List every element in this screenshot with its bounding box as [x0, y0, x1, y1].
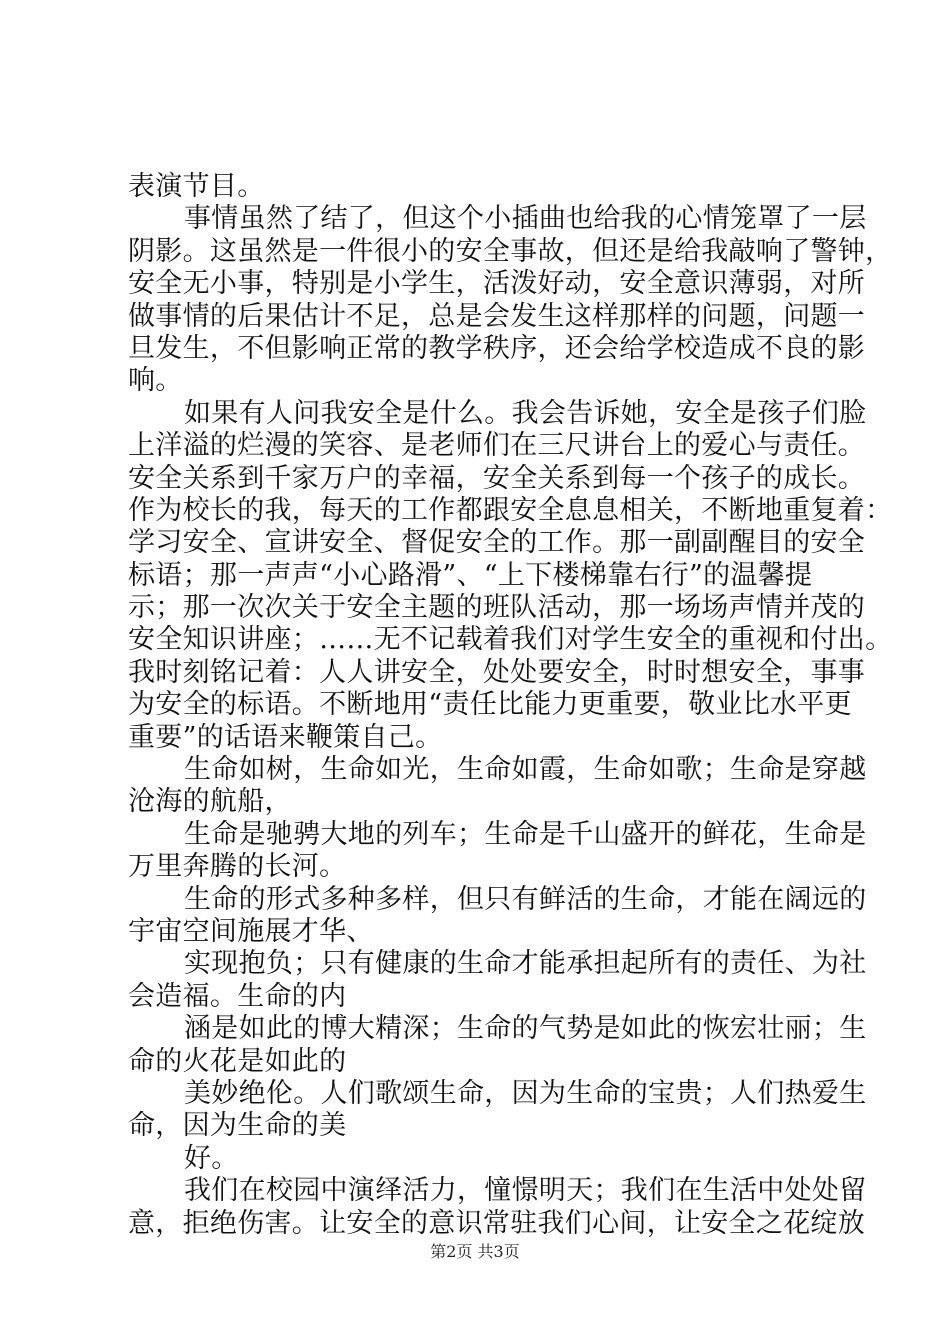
text-line: 命，因为生命的美: [128, 1110, 347, 1142]
text-line: 做事情的后果估计不足，总是会发生这样那样的问题，问题一: [128, 300, 866, 332]
text-line: 安全关系到千家万户的幸福，安全关系到每一个孩子的成长。: [128, 462, 866, 494]
text-line: 响。: [128, 365, 183, 397]
text-line: 如果有人问我安全是什么。我会告诉她，安全是孩子们脸: [184, 397, 867, 429]
text-line: 表演节目。: [128, 171, 265, 202]
text-line: 美妙绝伦。人们歌颂生命，因为生命的宝贵；人们热爱生: [184, 1077, 867, 1109]
text-line: 生命的形式多种多样，但只有鲜活的生命，才能在阔远的: [184, 883, 867, 915]
text-line: 意，拒绝伤害。让安全的意识常驻我们心间，让安全之花绽放: [128, 1207, 866, 1239]
text-line: 我们在校园中演绎活力，憧憬明天；我们在生活中处处留: [184, 1175, 867, 1207]
text-line: 重要”的话语来鞭策自己。: [128, 721, 443, 753]
text-line: 宇宙空间施展才华、: [128, 915, 374, 947]
text-line: 学习安全、宣讲安全、督促安全的工作。那一副副醒目的安全: [128, 527, 866, 559]
text-line: 旦发生，不但影响正常的教学秩序，还会给学校造成不良的影: [128, 332, 866, 364]
text-line: 示；那一次次关于安全主题的班队活动，那一场场声情并茂的: [128, 592, 866, 624]
document-body: [128, 171, 893, 1240]
text-line: 我时刻铭记着：人人讲安全，处处要安全，时时想安全，事事: [128, 656, 866, 688]
page-footer: 第2页 共3页: [430, 1242, 520, 1261]
text-line: 标语；那一声声“小心路滑”、“上下楼梯靠右行”的温馨提: [128, 559, 813, 591]
text-line: 安全无小事，特别是小学生，活泼好动，安全意识薄弱，对所: [128, 268, 866, 300]
text-line: 涵是如此的博大精深；生命的气势是如此的恢宏壮丽；生: [184, 1013, 867, 1045]
text-line: 生命是驰骋大地的列车；生命是千山盛开的鲜花，生命是: [184, 818, 867, 850]
text-line: 作为校长的我，每天的工作都跟安全息息相关，不断地重复着：: [128, 494, 893, 526]
text-line: 事情虽然了结了，但这个小插曲也给我的心情笼罩了一层: [184, 203, 867, 235]
text-line: 上洋溢的烂漫的笑容、是老师们在三尺讲台上的爱心与责任。: [128, 430, 866, 462]
text-line: 万里奔腾的长河。: [128, 851, 347, 883]
text-line: 阴影。这虽然是一件很小的安全事故，但还是给我敲响了警钟，: [128, 235, 893, 267]
text-line: 生命如树，生命如光，生命如霞，生命如歌；生命是穿越: [184, 754, 867, 786]
text-line: 安全知识讲座；……无不记载着我们对学生安全的重视和付出。: [128, 624, 893, 656]
text-line: 会造福。生命的内: [128, 980, 347, 1012]
text-line: 为安全的标语。不断地用“责任比能力更重要，敬业比水平更: [128, 689, 852, 721]
text-line: 沧海的航船，: [128, 786, 292, 818]
text-line: 好。: [184, 1142, 239, 1174]
text-line: 实现抱负；只有健康的生命才能承担起所有的责任、为社: [184, 948, 867, 980]
text-line: 命的火花是如此的: [128, 1045, 347, 1077]
